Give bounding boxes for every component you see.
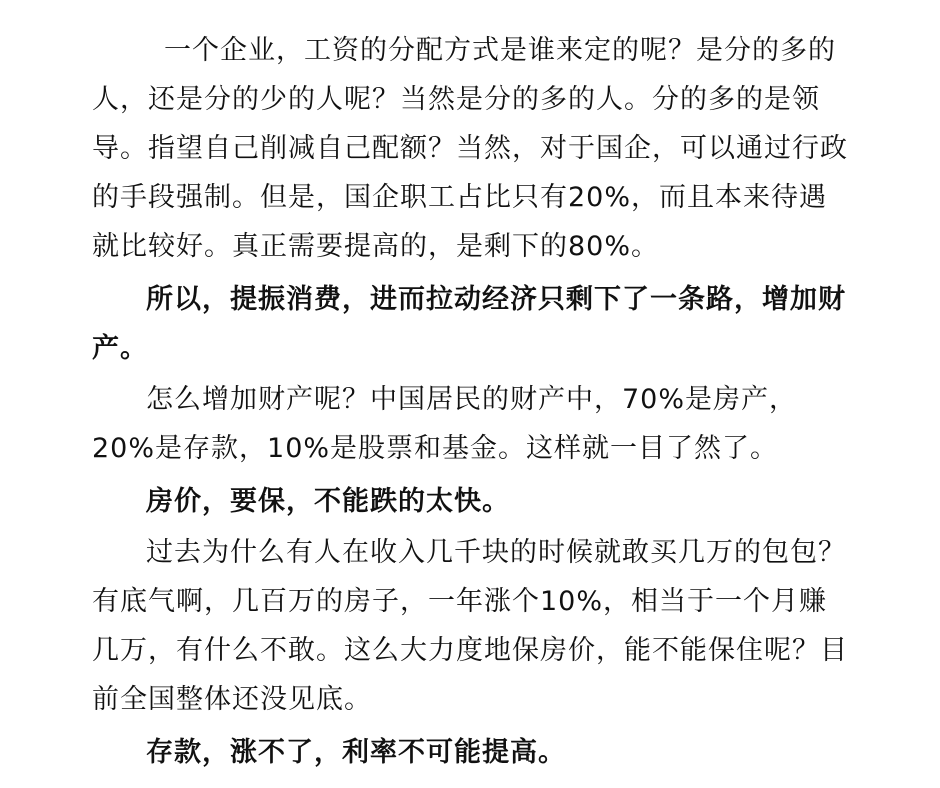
text-line: 产。 [92, 333, 148, 364]
text-line: 所以，提振消费，进而拉动经济只剩下了一条路，增加财 [146, 284, 846, 315]
text-line: 怎么增加财产呢？中国居民的财产中，70%是房产， [146, 384, 798, 415]
bold-paragraph [92, 477, 892, 526]
text-line: 房价，要保，不能跌的太快。 [146, 486, 510, 517]
text-line: 人，还是分的少的人呢？当然是分的多的人。分的多的是领 [92, 84, 820, 115]
article-body [92, 26, 892, 779]
text-line: 过去为什么有人在收入几千块的时候就敢买几万的包包？ [146, 537, 846, 568]
paragraph [92, 375, 892, 473]
bold-paragraph [92, 728, 892, 777]
paragraph [92, 528, 892, 724]
text-line: 的手段强制。但是，国企职工占比只有20%，而且本来待遇 [92, 182, 828, 213]
text-line: 有底气啊，几百万的房子，一年涨个10%，相当于一个月赚 [92, 586, 828, 617]
text-line: 一个企业，工资的分配方式是谁来定的呢？是分的多的 [164, 35, 836, 66]
bold-paragraph [92, 275, 892, 373]
text-line: 20%是存款，10%是股票和基金。这样就一目了然了。 [92, 433, 779, 464]
text-line: 前全国整体还没见底。 [92, 684, 372, 715]
paragraph [92, 26, 892, 271]
text-line: 存款，涨不了，利率不可能提高。 [146, 737, 566, 768]
text-line: 几万，有什么不敢。这么大力度地保房价，能不能保住呢？目 [92, 635, 848, 666]
text-line: 导。指望自己削减自己配额？当然，对于国企，可以通过行政 [92, 133, 848, 164]
text-line: 就比较好。真正需要提高的，是剩下的80%。 [92, 231, 660, 262]
